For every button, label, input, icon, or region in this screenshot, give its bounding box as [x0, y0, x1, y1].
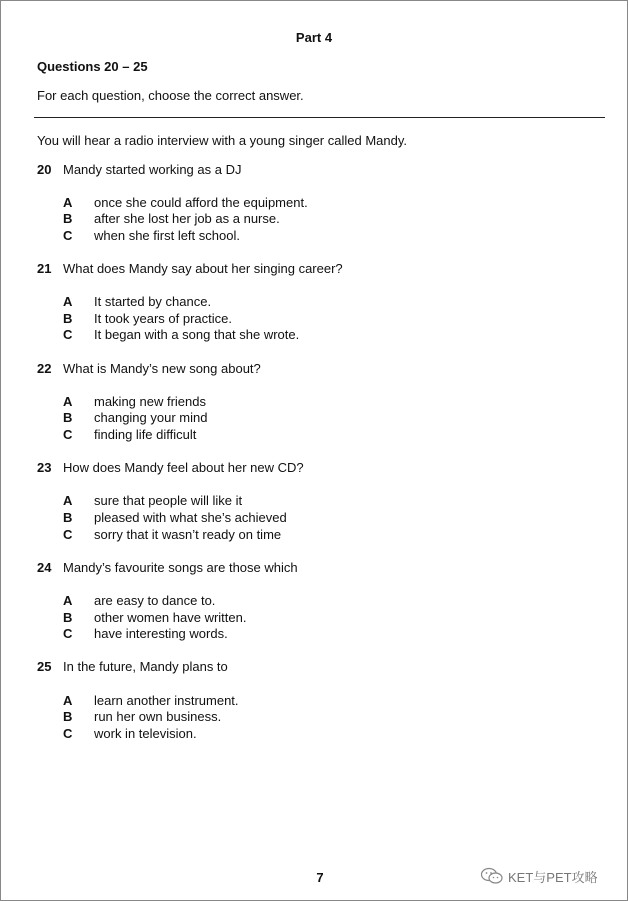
option-c[interactable]: [63, 327, 583, 344]
option-letter: A: [63, 593, 73, 608]
option-b[interactable]: [63, 510, 583, 527]
option-c[interactable]: [63, 427, 583, 444]
option-letter: C: [63, 427, 73, 442]
intro-text: You will hear a radio interview with a young singer called Mandy.: [37, 133, 407, 148]
option-a[interactable]: [63, 394, 583, 411]
option-a[interactable]: [63, 693, 583, 710]
option-letter: C: [63, 726, 73, 741]
option-letter: C: [63, 527, 73, 542]
question-number: 21: [37, 261, 52, 276]
option-text: run her own business.: [94, 709, 222, 724]
option-text: have interesting words.: [94, 626, 228, 641]
question-number: 20: [37, 162, 52, 177]
option-text: making new friends: [94, 394, 206, 409]
question-text: Mandy started working as a DJ: [63, 162, 242, 177]
question-text: What is Mandy’s new song about?: [63, 361, 261, 376]
option-letter: C: [63, 626, 73, 641]
option-letter: B: [63, 510, 73, 525]
option-letter: B: [63, 311, 73, 326]
part-title: Part 4: [295, 30, 333, 45]
option-letter: B: [63, 410, 73, 425]
instruction-text: For each question, choose the correct answer.: [37, 88, 304, 103]
option-b[interactable]: [63, 211, 583, 228]
option-text: It took years of practice.: [94, 311, 233, 326]
question-text: In the future, Mandy plans to: [63, 659, 228, 674]
question-text: How does Mandy feel about her new CD?: [63, 460, 304, 475]
option-letter: A: [63, 394, 73, 409]
option-letter: A: [63, 195, 73, 210]
option-text: when she first left school.: [94, 228, 240, 243]
option-text: after she lost her job as a nurse.: [94, 211, 280, 226]
option-a[interactable]: [63, 593, 583, 610]
question-text: Mandy’s favourite songs are those which: [63, 560, 298, 575]
option-text: work in television.: [94, 726, 197, 741]
option-text: finding life difficult: [94, 427, 197, 442]
option-b[interactable]: [63, 610, 583, 627]
watermark: [480, 866, 598, 886]
option-c[interactable]: [63, 228, 583, 245]
question-number: 23: [37, 460, 52, 475]
option-c[interactable]: [63, 626, 583, 643]
option-letter: A: [63, 493, 73, 508]
option-letter: B: [63, 709, 73, 724]
option-text: are easy to dance to.: [94, 593, 216, 608]
option-text: pleased with what she’s achieved: [94, 510, 287, 525]
option-text: learn another instrument.: [94, 693, 239, 708]
option-text: sure that people will like it: [94, 493, 243, 508]
question-number: 24: [37, 560, 52, 575]
divider-line: [34, 117, 605, 118]
option-letter: A: [63, 693, 73, 708]
option-letter: C: [63, 327, 73, 342]
option-letter: C: [63, 228, 73, 243]
option-a[interactable]: [63, 294, 583, 311]
question-range: Questions 20 – 25: [37, 59, 148, 74]
page-number: 7: [316, 870, 324, 885]
option-b[interactable]: [63, 709, 583, 726]
wechat-icon: [480, 867, 504, 885]
option-b[interactable]: [63, 311, 583, 328]
question-text: What does Mandy say about her singing career?: [63, 261, 343, 276]
option-b[interactable]: [63, 410, 583, 427]
option-letter: A: [63, 294, 73, 309]
option-text: once she could afford the equipment.: [94, 195, 308, 210]
option-c[interactable]: [63, 726, 583, 743]
option-c[interactable]: [63, 527, 583, 544]
option-text: changing your mind: [94, 410, 208, 425]
question-number: 22: [37, 361, 52, 376]
option-text: sorry that it wasn’t ready on time: [94, 527, 282, 542]
option-text: It started by chance.: [94, 294, 212, 309]
watermark-text: KET与PET攻略: [508, 869, 598, 885]
question-number: 25: [37, 659, 52, 674]
option-letter: B: [63, 610, 73, 625]
option-text: other women have written.: [94, 610, 247, 625]
option-a[interactable]: [63, 195, 583, 212]
option-text: It began with a song that she wrote.: [94, 327, 300, 342]
option-letter: B: [63, 211, 73, 226]
option-a[interactable]: [63, 493, 583, 510]
